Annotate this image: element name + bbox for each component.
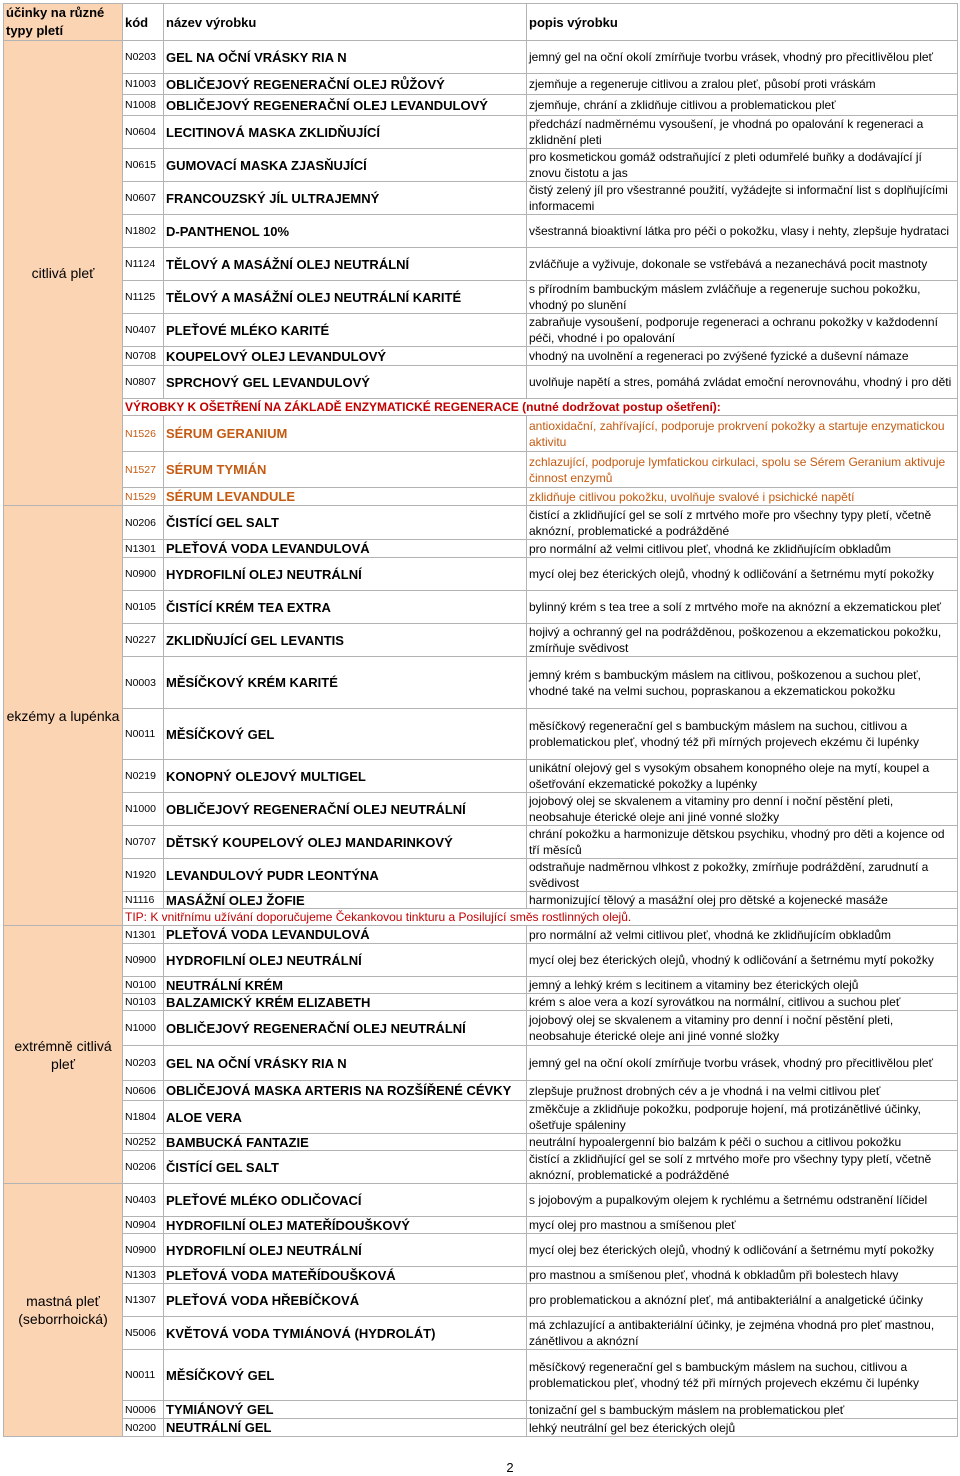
product-code: N0615 (123, 149, 164, 182)
product-description: hojivý a ochranný gel na podrážděnou, poškozenou a ekzematickou pokožku, zmírňuje svědivost (527, 624, 958, 657)
product-code: N0103 (123, 994, 164, 1011)
product-row (4, 760, 958, 793)
product-code: N0707 (123, 826, 164, 859)
product-row (4, 182, 958, 215)
product-name: DĚTSKÝ KOUPELOVÝ OLEJ MANDARINKOVÝ (164, 826, 527, 859)
product-description: pro kosmetickou gomáž odstraňující z pleti odumřelé buňky a dodávající jí znovu čistotu a jas (527, 149, 958, 182)
product-description: jemný gel na oční okolí zmírňuje tvorbu vrásek, vhodný pro přecitlivělou pleť (527, 1046, 958, 1081)
product-row (4, 488, 958, 506)
product-description: zvláčňuje a vyživuje, dokonale se vstřebává a nezanechává pocit mastnoty (527, 248, 958, 281)
product-description: chrání pokožku a harmonizuje dětskou psychiku, vhodný pro děti a kojence od tří měsíců (527, 826, 958, 859)
header-row (4, 4, 958, 41)
product-row (4, 314, 958, 347)
product-row (4, 1284, 958, 1317)
product-name: OBLIČEJOVÁ MASKA ARTERIS NA ROZŠÍŘENÉ CÉVKY (164, 1081, 527, 1101)
product-code: N0206 (123, 506, 164, 540)
product-row (4, 116, 958, 149)
product-description: vhodný na uvolnění a regeneraci po zvýšené fyzické a duševní námaze (527, 347, 958, 366)
product-name: MASÁŽNÍ OLEJ ŽOFIE (164, 892, 527, 909)
product-row (4, 709, 958, 760)
product-code: N1125 (123, 281, 164, 314)
product-description: měsíčkový regenerační gel s bambuckým máslem na suchou, citlivou a problematickou pleť, vhodný též při mírných projevech ekzému či lupénky (527, 1350, 958, 1401)
product-code: N1804 (123, 1101, 164, 1134)
product-row (4, 41, 958, 74)
product-row (4, 944, 958, 977)
product-row (4, 1234, 958, 1267)
product-row (4, 248, 958, 281)
product-description: má zchlazující a antibakteriální účinky, je zejména vhodná pro pleť mastnou, zánětlivou a aknózní (527, 1317, 958, 1350)
product-code: N1526 (123, 416, 164, 452)
product-name: GUMOVACÍ MASKA ZJASŇUJÍCÍ (164, 149, 527, 182)
product-description: zjemňuje a regeneruje citlivou a zralou pleť, působí proti vráskám (527, 74, 958, 95)
product-row (4, 1101, 958, 1134)
product-code: N0407 (123, 314, 164, 347)
product-name: MĚSÍČKOVÝ KRÉM KARITÉ (164, 657, 527, 709)
header-code: kód (123, 4, 164, 41)
product-row (4, 452, 958, 488)
product-code: N0708 (123, 347, 164, 366)
product-row (4, 1011, 958, 1046)
product-name: D-PANTHENOL 10% (164, 215, 527, 248)
product-code: N0011 (123, 709, 164, 760)
product-description: jemný krém s bambuckým máslem na citlivou, poškozenou a suchou pleť, vhodné také na velmi suchou, popraskanou a ekzematickou pokožku (527, 657, 958, 709)
product-code: N0203 (123, 1046, 164, 1081)
product-description: uvolňuje napětí a stres, pomáhá zvládat emoční nerovnováhu, vhodný i pro děti (527, 366, 958, 399)
product-row (4, 1184, 958, 1217)
product-row (4, 1419, 958, 1437)
product-row (4, 1046, 958, 1081)
product-description: unikátní olejový gel s vysokým obsahem konopného oleje na mytí, koupel a ošetřování ekzematické pokožky a lupénky (527, 760, 958, 793)
product-code: N0606 (123, 1081, 164, 1101)
product-description: zchlazující, podporuje lymfatickou cirkulaci, spolu se Sérem Geranium aktivuje činnost enzymů (527, 452, 958, 488)
product-description: čistící a zklidňující gel se solí z mrtvého moře pro všechny typy pletí, včetně aknózní, problematické a podrážděné (527, 1151, 958, 1184)
product-code: N0904 (123, 1217, 164, 1234)
product-code: N0105 (123, 591, 164, 624)
product-code: N0006 (123, 1401, 164, 1419)
product-code: N1116 (123, 892, 164, 909)
product-name: PLEŤOVÁ VODA MATEŘÍDOUŠKOVÁ (164, 1267, 527, 1284)
product-row (4, 1217, 958, 1234)
category-cell: ekzémy a lupénka (4, 506, 123, 926)
product-description: pro problematickou a aknózní pleť, má antibakteriální a analgetické účinky (527, 1284, 958, 1317)
product-name: LECITINOVÁ MASKA ZKLIDŇUJÍCÍ (164, 116, 527, 149)
product-table (3, 3, 958, 1437)
product-description: jemný gel na oční okolí zmírňuje tvorbu vrásek, vhodný pro přecitlivělou pleť (527, 41, 958, 74)
product-code: N0003 (123, 657, 164, 709)
product-row (4, 558, 958, 591)
product-description: bylinný krém s tea tree a solí z mrtvého moře na aknózní a ekzematickou pleť (527, 591, 958, 624)
product-description: s přírodním bambuckým máslem zvláčňuje a regeneruje suchou pokožku, vhodný po slunění (527, 281, 958, 314)
product-name: LEVANDULOVÝ PUDR LEONTÝNA (164, 859, 527, 892)
product-code: N1008 (123, 95, 164, 116)
product-code: N1124 (123, 248, 164, 281)
product-name: OBLIČEJOVÝ REGENERAČNÍ OLEJ NEUTRÁLNÍ (164, 1011, 527, 1046)
product-name: NEUTRÁLNÍ GEL (164, 1419, 527, 1437)
product-description: lehký neutrální gel bez éterických olejů (527, 1419, 958, 1437)
product-name: KVĚTOVÁ VODA TYMIÁNOVÁ (HYDROLÁT) (164, 1317, 527, 1350)
product-name: TĚLOVÝ A MASÁŽNÍ OLEJ NEUTRÁLNÍ KARITÉ (164, 281, 527, 314)
product-row (4, 506, 958, 540)
product-description: změkčuje a zklidňuje pokožku, podporuje hojení, má protizánětlivé účinky, ošetřuje spáleniny (527, 1101, 958, 1134)
product-description: tonizační gel s bambuckým máslem na problematickou pleť (527, 1401, 958, 1419)
product-description: měsíčkový regenerační gel s bambuckým máslem na suchou, citlivou a problematickou pleť, vhodný též při mírných projevech ekzému či lupénky (527, 709, 958, 760)
product-description: mycí olej bez éterických olejů, vhodný k odličování a šetrnému mytí pokožky (527, 944, 958, 977)
product-name: PLEŤOVÉ MLÉKO ODLIČOVACÍ (164, 1184, 527, 1217)
product-code: N0100 (123, 977, 164, 994)
product-name: MĚSÍČKOVÝ GEL (164, 1350, 527, 1401)
product-row (4, 149, 958, 182)
product-name: GEL NA OČNÍ VRÁSKY RIA N (164, 1046, 527, 1081)
product-description: zlepšuje pružnost drobných cév a je vhodná i na velmi citlivou pleť (527, 1081, 958, 1101)
product-description: předchází nadměrnému vysoušení, je vhodná po opalování k regeneraci a zklidnění pleti (527, 116, 958, 149)
product-row (4, 416, 958, 452)
product-name: MĚSÍČKOVÝ GEL (164, 709, 527, 760)
product-name: PLEŤOVÉ MLÉKO KARITÉ (164, 314, 527, 347)
product-name: FRANCOUZSKÝ JÍL ULTRAJEMNÝ (164, 182, 527, 215)
product-code: N1920 (123, 859, 164, 892)
product-name: SÉRUM LEVANDULE (164, 488, 527, 506)
product-description: antioxidační, zahřívající, podporuje prokrvení pokožky a startuje enzymatickou aktivitu (527, 416, 958, 452)
tip-text: TIP: K vnitřnímu užívání doporučujeme Čekankovou tinkturu a Posilující směs rostlinných olejů. (123, 909, 958, 926)
product-row (4, 657, 958, 709)
product-row (4, 926, 958, 944)
product-row (4, 74, 958, 95)
product-name: KONOPNÝ OLEJOVÝ MULTIGEL (164, 760, 527, 793)
product-name: SPRCHOVÝ GEL LEVANDULOVÝ (164, 366, 527, 399)
product-code: N1307 (123, 1284, 164, 1317)
product-code: N1000 (123, 793, 164, 826)
product-row (4, 892, 958, 909)
category-cell: extrémně citlivá pleť (4, 926, 123, 1184)
product-row (4, 793, 958, 826)
product-name: GEL NA OČNÍ VRÁSKY RIA N (164, 41, 527, 74)
product-name: OBLIČEJOVÝ REGENERAČNÍ OLEJ RŮŽOVÝ (164, 74, 527, 95)
product-description: pro normální až velmi citlivou pleť, vhodná ke zklidňujícím obkladům (527, 540, 958, 558)
product-description: jojobový olej se skvalenem a vitaminy pro denní i noční pěstění pleti, neobsahuje éterické oleje ani jiné vonné složky (527, 793, 958, 826)
product-name: HYDROFILNÍ OLEJ NEUTRÁLNÍ (164, 944, 527, 977)
product-row (4, 366, 958, 399)
page-number: 2 (506, 1460, 514, 1475)
product-row (4, 1081, 958, 1101)
product-description: odstraňuje nadměrnou vlhkost z pokožky, zmírňuje podráždění, zarudnutí a svědivost (527, 859, 958, 892)
product-row (4, 281, 958, 314)
product-description: všestranná bioaktivní látka pro péči o pokožku, vlasy i nehty, zlepšuje hydrataci (527, 215, 958, 248)
product-row (4, 859, 958, 892)
product-description: mycí olej bez éterických olejů, vhodný k odličování a šetrnému mytí pokožky (527, 558, 958, 591)
product-name: ZKLIDŇUJÍCÍ GEL LEVANTIS (164, 624, 527, 657)
product-row (4, 591, 958, 624)
product-row (4, 624, 958, 657)
product-row (4, 826, 958, 859)
product-name: ČISTÍCÍ KRÉM TEA EXTRA (164, 591, 527, 624)
product-name: OBLIČEJOVÝ REGENERAČNÍ OLEJ LEVANDULOVÝ (164, 95, 527, 116)
product-name: OBLIČEJOVÝ REGENERAČNÍ OLEJ NEUTRÁLNÍ (164, 793, 527, 826)
product-name: HYDROFILNÍ OLEJ NEUTRÁLNÍ (164, 558, 527, 591)
product-name: SÉRUM TYMIÁN (164, 452, 527, 488)
product-code: N0206 (123, 1151, 164, 1184)
header-name: název výrobku (164, 4, 527, 41)
product-row (4, 1151, 958, 1184)
product-code: N0900 (123, 944, 164, 977)
product-description: čistící a zklidňující gel se solí z mrtvého moře pro všechny typy pletí, včetně aknózní, problematické a podrážděné (527, 506, 958, 540)
product-code: N1529 (123, 488, 164, 506)
product-description: zjemňuje, chrání a zklidňuje citlivou a problematickou pleť (527, 95, 958, 116)
product-row (4, 347, 958, 366)
product-name: TYMIÁNOVÝ GEL (164, 1401, 527, 1419)
product-name: HYDROFILNÍ OLEJ NEUTRÁLNÍ (164, 1234, 527, 1267)
product-name: ČISTÍCÍ GEL SALT (164, 1151, 527, 1184)
product-code: N1003 (123, 74, 164, 95)
tip-row (4, 909, 958, 926)
product-description: krém s aloe vera a kozí syrovátkou na normální, citlivou a suchou pleť (527, 994, 958, 1011)
section-heading: VÝROBKY K OŠETŘENÍ NA ZÁKLADĚ ENZYMATICKÉ REGENERACE (nutné dodržovat postup ošetření): (123, 399, 958, 416)
product-code: N1301 (123, 926, 164, 944)
product-code: N1000 (123, 1011, 164, 1046)
product-row (4, 1317, 958, 1350)
product-description: neutrální hypoalergenní bio balzám k péči o suchou a citlivou pokožku (527, 1134, 958, 1151)
product-row (4, 540, 958, 558)
product-description: harmonizující tělový a masážní olej pro dětské a kojenecké masáže (527, 892, 958, 909)
product-code: N0604 (123, 116, 164, 149)
product-row (4, 95, 958, 116)
product-row (4, 1267, 958, 1284)
product-code: N0200 (123, 1419, 164, 1437)
product-code: N0203 (123, 41, 164, 74)
category-cell: mastná pleť (seborrhoická) (4, 1184, 123, 1437)
product-code: N1303 (123, 1267, 164, 1284)
product-description: čistý zelený jíl pro všestranné použití, vyžádejte si informační list s doplňujícími informacemi (527, 182, 958, 215)
product-code: N5006 (123, 1317, 164, 1350)
product-code: N0227 (123, 624, 164, 657)
product-description: pro normální až velmi citlivou pleť, vhodná ke zklidňujícím obkladům (527, 926, 958, 944)
product-description: zklidňuje citlivou pokožku, uvolňuje svalové i psichické napětí (527, 488, 958, 506)
category-cell: citlivá pleť (4, 41, 123, 506)
product-code: N0607 (123, 182, 164, 215)
product-row (4, 1350, 958, 1401)
product-code: N0900 (123, 558, 164, 591)
product-code: N0900 (123, 1234, 164, 1267)
product-row (4, 1134, 958, 1151)
product-name: PLEŤOVÁ VODA LEVANDULOVÁ (164, 540, 527, 558)
product-code: N0252 (123, 1134, 164, 1151)
product-name: SÉRUM GERANIUM (164, 416, 527, 452)
product-description: mycí olej bez éterických olejů, vhodný k odličování a šetrnému mytí pokožky (527, 1234, 958, 1267)
product-name: BALZAMICKÝ KRÉM ELIZABETH (164, 994, 527, 1011)
product-row (4, 994, 958, 1011)
product-description: s jojobovým a pupalkovým olejem k rychlému a šetrnému odstranění líčidel (527, 1184, 958, 1217)
product-description: zabraňuje vysoušení, podporuje regeneraci a ochranu pokožky v každodenní péči, vhodné i po opalování (527, 314, 958, 347)
product-code: N0219 (123, 760, 164, 793)
product-code: N1802 (123, 215, 164, 248)
product-name: PLEŤOVÁ VODA LEVANDULOVÁ (164, 926, 527, 944)
product-code: N1527 (123, 452, 164, 488)
product-name: HYDROFILNÍ OLEJ MATEŘÍDOUŠKOVÝ (164, 1217, 527, 1234)
product-code: N0807 (123, 366, 164, 399)
product-row (4, 977, 958, 994)
product-row (4, 215, 958, 248)
product-description: jemný a lehký krém s lecitinem a vitaminy bez éterických olejů (527, 977, 958, 994)
product-code: N0011 (123, 1350, 164, 1401)
section-heading-row (4, 399, 958, 416)
product-name: KOUPELOVÝ OLEJ LEVANDULOVÝ (164, 347, 527, 366)
product-name: PLEŤOVÁ VODA HŘEBÍČKOVÁ (164, 1284, 527, 1317)
product-description: mycí olej pro mastnou a smíšenou pleť (527, 1217, 958, 1234)
product-description: jojobový olej se skvalenem a vitaminy pro denní i noční pěstění pleti, neobsahuje éterické oleje ani jiné vonné složky (527, 1011, 958, 1046)
product-description: pro mastnou a smíšenou pleť, vhodná k obkladům při bolestech hlavy (527, 1267, 958, 1284)
product-name: ALOE VERA (164, 1101, 527, 1134)
product-name: ČISTÍCÍ GEL SALT (164, 506, 527, 540)
product-row (4, 1401, 958, 1419)
product-code: N0403 (123, 1184, 164, 1217)
product-name: BAMBUCKÁ FANTAZIE (164, 1134, 527, 1151)
product-name: NEUTRÁLNÍ KRÉM (164, 977, 527, 994)
header-description: popis výrobku (527, 4, 958, 41)
header-category: účinky na různé typy pletí (4, 4, 123, 41)
product-code: N1301 (123, 540, 164, 558)
product-name: TĚLOVÝ A MASÁŽNÍ OLEJ NEUTRÁLNÍ (164, 248, 527, 281)
